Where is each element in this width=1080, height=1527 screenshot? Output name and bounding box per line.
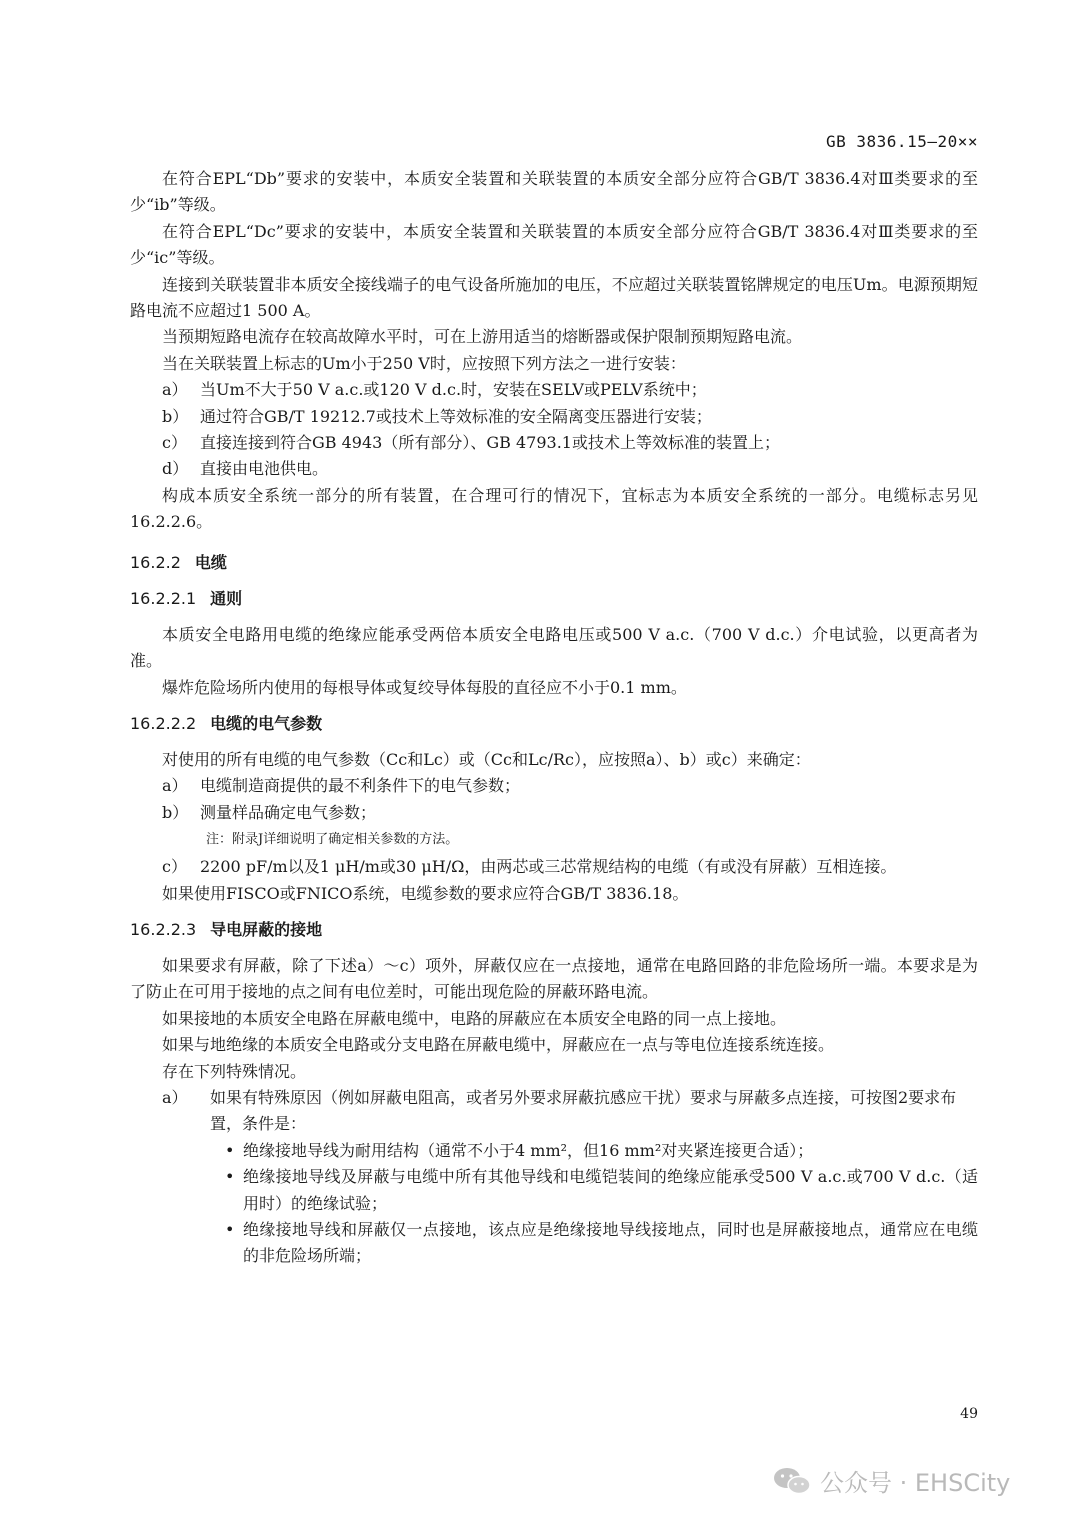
section-title: 电缆的电气参数 — [210, 713, 323, 733]
list-text: 直接由电池供电。 — [200, 459, 329, 479]
list-item — [130, 404, 978, 430]
section-number: 16.2.2.1 — [130, 588, 197, 608]
bullet-text: 绝缘接地导线为耐用结构（通常不小于4 mm²，但16 mm²对夹紧连接更合适）； — [243, 1140, 814, 1160]
paragraph-fisco-fnico: 如果使用FISCO或FNICO系统，电缆参数的要求应符合GB/T 3836.18。 — [162, 883, 689, 903]
bullet-list — [130, 1138, 978, 1270]
list-label: d） — [162, 459, 189, 479]
list-item — [130, 430, 978, 456]
wechat-icon — [772, 1466, 812, 1496]
section-number: 16.2.2 — [130, 552, 181, 572]
list-item — [130, 800, 978, 826]
standard-code-header: GB 3836.15—20×× — [826, 132, 978, 151]
list-text: 电缆制造商提供的最不利条件下的电气参数； — [200, 776, 521, 796]
section-heading-16-2-2 — [130, 550, 978, 576]
watermark-text: 公众号 · EHSCity — [820, 1469, 1011, 1497]
list-label: a） — [162, 1087, 188, 1107]
list-text: 2200 pF/m以及1 μH/m或30 μH/Ω，由两芯或三芯常规结构的电缆（有或没有屏蔽）互相连接。 — [200, 857, 897, 877]
section-heading-16-2-2-1 — [130, 586, 978, 612]
section-heading-16-2-2-3 — [130, 917, 978, 943]
list-text: 测量样品确定电气参数； — [200, 802, 377, 822]
list-label: b） — [162, 802, 189, 822]
list-item — [130, 854, 978, 880]
paragraph-epl-dc: 在符合EPL“Dc”要求的安装中，本质安全装置和关联装置的本质安全部分应符合GB/T 3836.4对Ⅲ类要求的至少“ic”等级。 — [130, 221, 978, 268]
list-item — [130, 773, 978, 799]
paragraph-special-cases: 存在下列特殊情况。 — [162, 1061, 307, 1081]
list-label: b） — [162, 406, 189, 426]
bullet-item — [225, 1217, 978, 1270]
paragraph-isolated-circuit-shield: 如果与地绝缘的本质安全电路或分支电路在屏蔽电缆中，屏蔽应在一点与等电位连接系统连接。 — [162, 1035, 835, 1055]
bullet-text: 绝缘接地导线和屏蔽仅一点接地，该点应是绝缘接地导线接地点，同时也是屏蔽接地点，通常应在电缆的非危险场所端； — [243, 1220, 978, 1266]
bullet-item — [225, 1138, 978, 1164]
list-item — [130, 456, 978, 482]
page-number: 49 — [960, 1406, 978, 1422]
list-text: 直接连接到符合GB 4943（所有部分）、GB 4793.1或技术上等效标准的装置上； — [200, 433, 780, 453]
paragraph-fault-level: 当预期短路电流存在较高故障水平时，可在上游用适当的熔断器或保护限制预期短路电流。 — [162, 327, 803, 347]
list-label: c） — [162, 857, 187, 877]
paragraph-earthed-circuit-shield: 如果接地的本质安全电路在屏蔽电缆中，电路的屏蔽应在本质安全电路的同一点上接地。 — [162, 1008, 787, 1028]
bullet-dot-icon: • — [225, 1220, 235, 1239]
paragraph-system-marking: 构成本质安全系统一部分的所有装置，在合理可行的情况下，宜标志为本质安全系统的一部分。电缆标志另见16.2.2.6。 — [130, 485, 978, 532]
paragraph-shield-single-point: 如果要求有屏蔽，除了下述a）～c）项外，屏蔽仅应在一点接地，通常在电路回路的非危险场所一端。本要求是为了防止在可用于接地的点之间有电位差时，可能出现危险的屏蔽环路电流。 — [130, 955, 978, 1002]
section-title: 导电屏蔽的接地 — [210, 919, 323, 939]
list-item — [130, 377, 978, 403]
section-title: 通则 — [210, 588, 243, 608]
list-item — [130, 1085, 978, 1138]
paragraph-um-below-250v: 当在关联装置上标志的Um小于250 V时，应按照下列方法之一进行安装： — [162, 353, 686, 373]
section-number: 16.2.2.2 — [130, 713, 197, 733]
section-heading-16-2-2-2 — [130, 711, 978, 737]
list-text: 如果有特殊原因（例如屏蔽电阻高，或者另外要求屏蔽抗感应干扰）要求与屏蔽多点连接，可按图2要求布置，条件是： — [210, 1087, 957, 1134]
paragraph-cable-parameters: 对使用的所有电缆的电气参数（Cc和Lc）或（Cc和Lc/Rc），应按照a）、b）或c）来确定： — [162, 749, 811, 769]
bullet-text: 绝缘接地导线及屏蔽与电缆中所有其他导线和电缆铠装间的绝缘应能承受500 V a.c.或700 V d.c.（适用时）的绝缘试验； — [243, 1167, 978, 1213]
list-text: 通过符合GB/T 19212.7或技术上等效标准的安全隔离变压器进行安装； — [200, 406, 712, 426]
note-annex-j: 注：附录J详细说明了确定相关参数的方法。 — [206, 832, 459, 848]
bullet-item — [225, 1164, 978, 1217]
paragraph-conductor-diameter: 爆炸危险场所内使用的每根导体或复绞导体每股的直径应不小于0.1 mm。 — [162, 677, 687, 697]
section-title: 电缆 — [194, 552, 227, 572]
watermark — [772, 1463, 1010, 1498]
paragraph-cable-insulation: 本质安全电路用电缆的绝缘应能承受两倍本质安全电路电压或500 V a.c.（700 V d.c.）介电试验，以更高者为准。 — [130, 624, 978, 671]
bullet-dot-icon: • — [225, 1140, 235, 1160]
list-label: a） — [162, 776, 188, 796]
document-body — [130, 166, 978, 1270]
list-label: a） — [162, 380, 188, 400]
paragraph-um-voltage: 连接到关联装置非本质安全接线端子的电气设备所施加的电压，不应超过关联装置铭牌规定的电压Um。电源预期短路电流不应超过1 500 A。 — [130, 274, 978, 321]
list-label: c） — [162, 433, 187, 453]
bullet-dot-icon: • — [225, 1167, 235, 1187]
paragraph-epl-db: 在符合EPL“Db”要求的安装中，本质安全装置和关联装置的本质安全部分应符合GB/T 3836.4对Ⅲ类要求的至少“ib”等级。 — [130, 169, 978, 215]
list-text: 当Um不大于50 V a.c.或120 V d.c.时，安装在SELV或PELV系统中； — [200, 380, 707, 400]
section-number: 16.2.2.3 — [130, 919, 197, 939]
